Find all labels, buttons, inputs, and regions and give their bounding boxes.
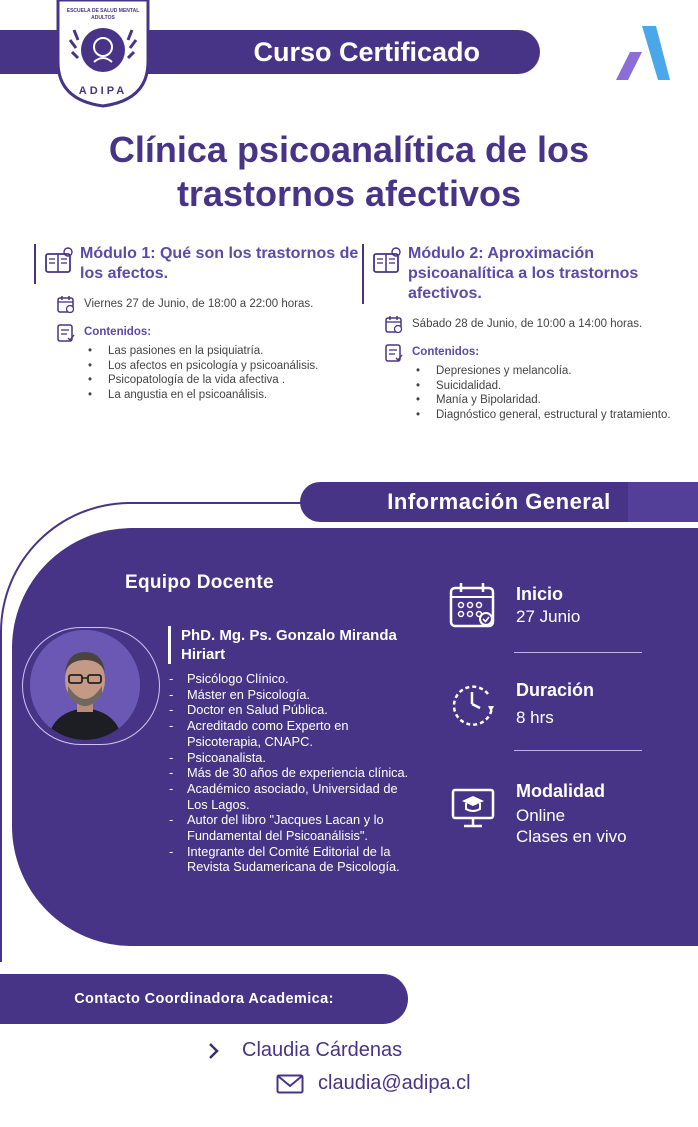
module-2-contents-text: Contenidos: [412, 346, 480, 358]
module-1-date [34, 296, 364, 312]
list-item: - Doctor en Salud Pública. [168, 702, 413, 718]
module-1-contents-text: Contenidos: [84, 326, 152, 338]
adipa-logo [612, 22, 672, 82]
checklist-icon [384, 343, 404, 363]
adipa-badge-logo [52, 0, 154, 108]
list-item: - Psicoanalista. [168, 750, 413, 766]
list-item: - Máster en Psicología. [168, 687, 413, 703]
list-item: • Diagnóstico general, estructural y tratamiento. [412, 408, 692, 423]
duration-value: 8 hrs [516, 708, 554, 727]
svg-text:ADULTOS: ADULTOS [91, 15, 115, 21]
info-section-title: Información General [300, 482, 698, 522]
svg-text:ESCUELA DE SALUD MENTAL: ESCUELA DE SALUD MENTAL [66, 8, 140, 14]
calendar-icon [56, 294, 76, 314]
module-2-title: Módulo 2: Aproximación psicoanalítica a los trastornos afectivos. [408, 245, 639, 302]
module-2-header [362, 244, 692, 304]
list-item: - Acreditado como Experto en Psicoterapia, CNAPC. [168, 718, 413, 749]
checklist-icon [56, 323, 76, 343]
teacher-credentials [168, 671, 413, 875]
list-item: - Académico asociado, Universidad de Los Lagos. [168, 781, 413, 812]
list-item: - Más de 30 años de experiencia clínica. [168, 765, 413, 781]
mode-value-online: Online [516, 806, 566, 825]
divider [514, 750, 642, 751]
contact-name: Claudia Cárdenas [242, 1039, 403, 1061]
teacher-photo [30, 630, 140, 740]
list-item: - Autor del libro "Jacques Lacan y lo Fundamental del Psicoanálisis". [168, 812, 413, 843]
module-1-contents-label [34, 324, 364, 340]
contact-email-link[interactable]: claudia@adipa.cl [318, 1072, 471, 1094]
module-1-date-text: Viernes 27 de Junio, de 18:00 a 22:00 horas. [84, 298, 314, 310]
mode-value-live: Clases en vivo [516, 827, 627, 846]
teacher-name: PhD. Mg. Ps. Gonzalo Miranda Hiriart [168, 626, 408, 664]
module-icon [44, 246, 74, 276]
list-item: • La angustia en el psicoanálisis. [84, 388, 364, 403]
module-1-contents-list [34, 344, 364, 402]
stat-start [448, 580, 688, 640]
list-item: - Psicólogo Clínico. [168, 671, 413, 687]
module-2-date-text: Sábado 28 de Junio, de 10:00 a 14:00 horas. [412, 318, 643, 330]
list-item: - Integrante del Comité Editorial de la Revista Sudamericana de Psicología. [168, 844, 413, 875]
start-label: Inicio [516, 584, 564, 604]
start-value: 27 Junio [516, 607, 581, 626]
module-2-contents-list [362, 364, 692, 422]
calendar-icon [384, 314, 404, 334]
list-item: • Depresiones y melancolía. [412, 364, 692, 379]
chevron-right-icon [205, 1042, 223, 1060]
mail-icon [276, 1074, 304, 1094]
list-item: • Psicopatología de la vida afectiva . [84, 373, 364, 388]
module-2-date [362, 316, 692, 332]
calendar-icon [448, 580, 498, 630]
module-1-header [34, 244, 364, 284]
list-item: • Manía y Bipolaridad. [412, 393, 692, 408]
module-2 [362, 244, 692, 422]
module-icon [372, 246, 402, 276]
graduation-screen-icon [448, 780, 498, 830]
divider [514, 652, 642, 653]
stat-duration [448, 678, 688, 738]
module-2-contents-label [362, 344, 692, 360]
duration-label: Duración [516, 680, 595, 700]
list-item: • Suicidalidad. [412, 379, 692, 394]
course-title: Clínica psicoanalítica de los trastornos afectivos [108, 129, 590, 214]
module-1 [34, 244, 364, 402]
clock-icon [448, 678, 498, 728]
mode-label: Modalidad [516, 781, 605, 801]
svg-text:ADIPA: ADIPA [78, 85, 128, 97]
module-1-title: Módulo 1: Qué son los trastornos de los afectos. [80, 245, 359, 282]
course-type-label: Curso Certificado [253, 37, 480, 67]
contact-label: Contacto Coordinadora Academica: [0, 974, 408, 1024]
stat-modality [448, 780, 688, 850]
team-title: Equipo Docente [125, 572, 274, 593]
list-item: • Las pasiones en la psiquiatría. [84, 344, 364, 359]
list-item: • Los afectos en psicología y psicoanálisis. [84, 359, 364, 374]
